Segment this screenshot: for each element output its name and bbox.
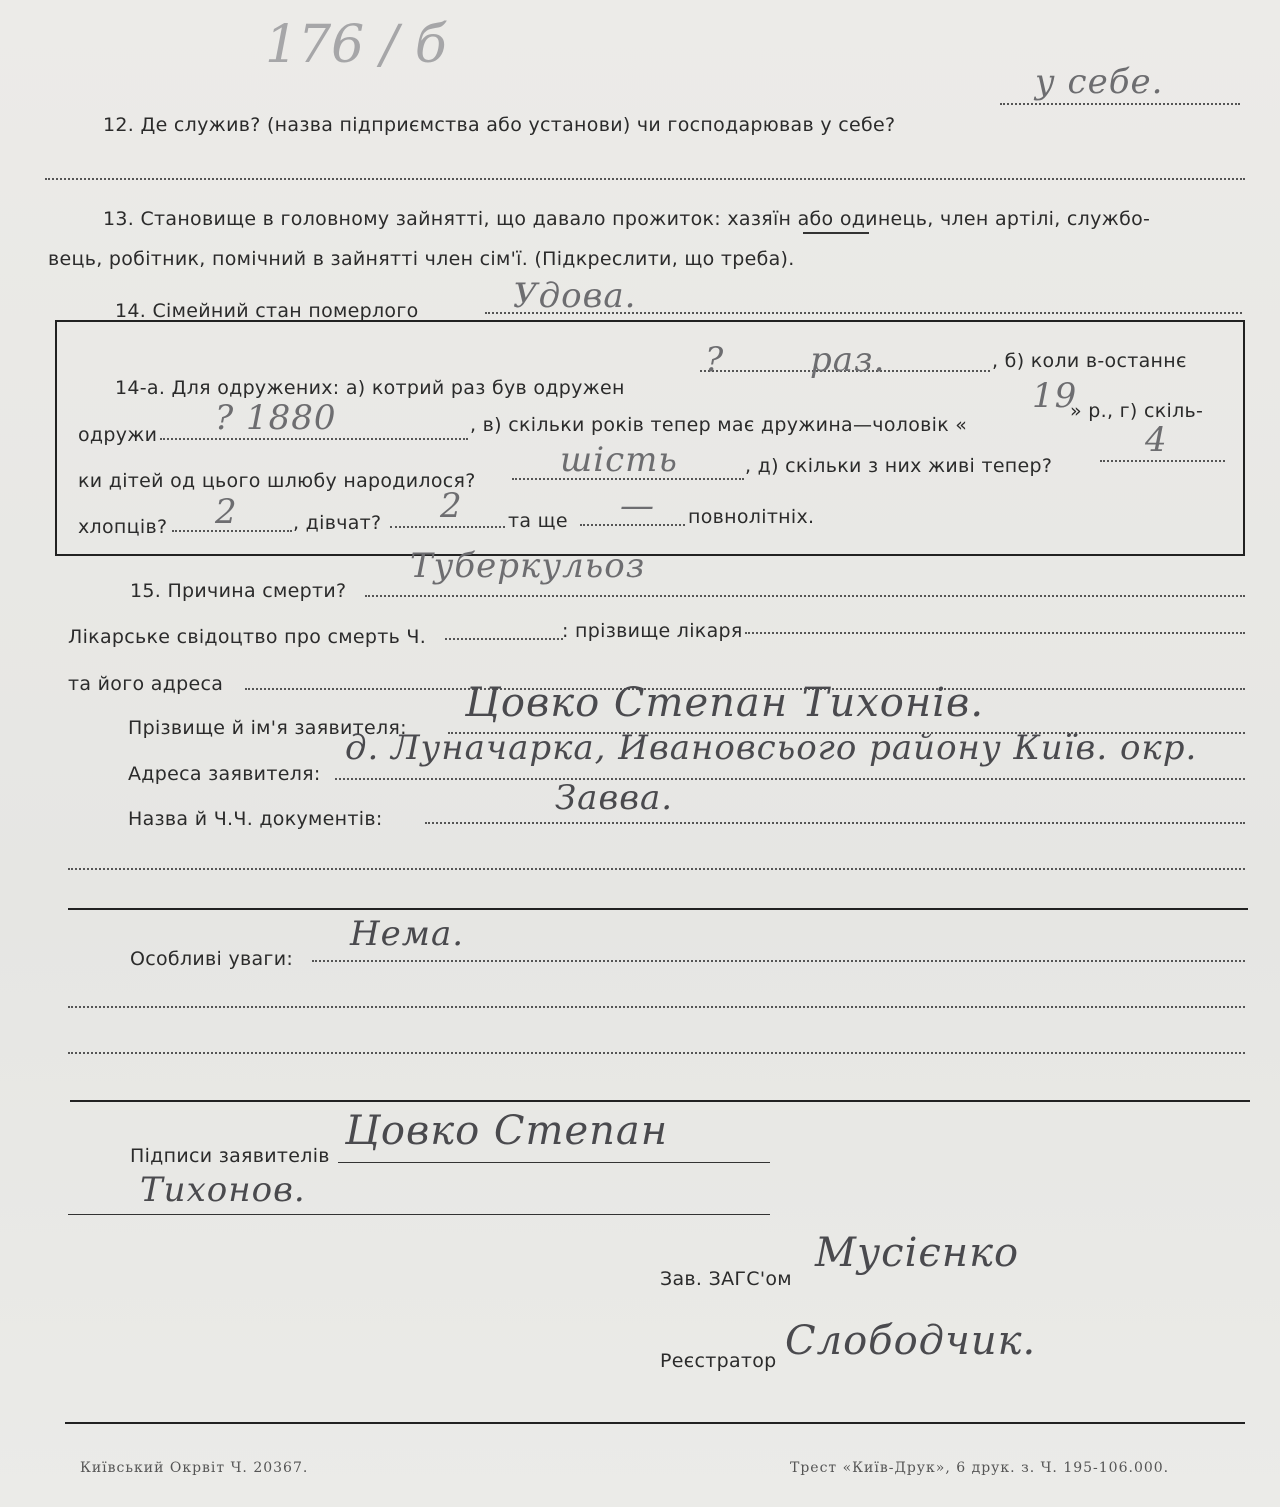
q14a-end-label: повнолітніх. — [688, 506, 815, 528]
section-divider-2 — [70, 1100, 1250, 1102]
signature-line-2 — [68, 1214, 770, 1215]
q15-answer: Туберкульоз — [410, 546, 646, 586]
q14a-line1-answer2: раз. — [810, 340, 886, 380]
head-label: Зав. ЗАГС'ом — [660, 1268, 792, 1290]
q14a-line3-d-answer: 4 — [1145, 420, 1168, 460]
registrar-label: Реєстратор — [660, 1350, 777, 1372]
q14a-line1-label: 14-а. Для одружених: а) котрий раз був одружен — [115, 377, 625, 399]
documents-label: Назва й Ч.Ч. документів: — [128, 808, 383, 830]
q14a-girls-label: , дівчат? — [293, 512, 382, 534]
signature-applicant-1: Цовко Степан — [345, 1108, 669, 1154]
q14-label: 14. Сімейний стан померлого — [115, 300, 419, 322]
q13-underline-master — [803, 232, 869, 234]
applicant-name-answer: Цовко Степан Тихонів. — [465, 680, 985, 726]
q15-dotline — [365, 595, 1245, 597]
q13-label-line1: 13. Становище в головному зайнятті, що давало прожиток: хазяїн або одинець, член артілі, службо- — [103, 208, 1151, 230]
notes-label: Особливі уваги: — [130, 948, 294, 970]
applicant-address-answer: д. Луначарка, Ивановсього району Київ. окр. — [345, 728, 1198, 768]
doctor-cert-label: Лікарське свідоцтво про смерть Ч. — [68, 626, 427, 648]
q13-label-line2: вець, робітник, помічний в зайнятті член сім'ї. (Підкреслити, що треба). — [48, 248, 795, 270]
doctor-address-label: та його адреса — [68, 673, 224, 695]
signature-line-1 — [338, 1162, 770, 1163]
q14a-line3-label: ки дітей од цього шлюбу народилося? — [78, 470, 476, 492]
applicant-name-label: Прізвище й ім'я заявителя: — [128, 717, 407, 739]
registrar-signature: Слободчик. — [785, 1318, 1037, 1364]
applicant-address-label: Адреса заявителя: — [128, 763, 321, 785]
q14a-line3-answer: шість — [560, 440, 678, 480]
doctor-surname-dotline — [745, 632, 1245, 634]
notes-dotline — [312, 960, 1245, 962]
signatures-label: Підписи заявителів — [130, 1145, 330, 1167]
q14a-line2-v: , в) скільки років тепер має дружина—чоловік « — [470, 414, 968, 436]
q14a-girls-answer: 2 — [440, 486, 463, 526]
q14a-more-label: та ще — [508, 510, 568, 532]
q14a-line2-age: 19 — [1032, 376, 1078, 416]
q14a-line2-end: » р., г) скіль- — [1070, 400, 1204, 422]
documents-dotline — [425, 822, 1245, 824]
footer-left: Київський Окрвіт Ч. 20367. — [80, 1460, 309, 1476]
q14a-boys-answer: 2 — [215, 492, 238, 532]
section-divider-1 — [68, 908, 1248, 910]
q12-label: 12. Де служив? (назва підприємства або установи) чи господарював у себе? — [103, 114, 896, 136]
blank-dotline-1 — [68, 868, 1245, 870]
notes-answer: Нема. — [350, 914, 465, 954]
q14a-more-answer: — — [620, 486, 655, 526]
blank-dotline-3 — [68, 1052, 1245, 1054]
applicant-address-answer2: Завва. — [555, 778, 674, 818]
footer-divider — [65, 1422, 1245, 1424]
q14-answer: Удова. — [513, 276, 637, 316]
footer-right: Трест «Київ-Друк», 6 друк. з. Ч. 195-106.000. — [790, 1460, 1170, 1476]
q12-answer: у себе. — [1035, 62, 1164, 102]
q12-dotline-2 — [45, 178, 1245, 180]
q14a-line2-answer: ? 1880 — [215, 398, 337, 438]
signature-applicant-2: Тихонов. — [140, 1170, 306, 1210]
q14a-line1-answer: ? — [705, 340, 725, 380]
q12-dotline — [1000, 103, 1240, 105]
q14a-boys-label: хлопців? — [78, 516, 168, 538]
q14a-line3-d-dotline — [1100, 460, 1225, 462]
q14a-line3-d: , д) скільки з них живі тепер? — [745, 455, 1053, 477]
q15-label: 15. Причина смерти? — [130, 580, 347, 602]
archive-number: 176 / б — [265, 15, 447, 75]
q14a-line1-b: , б) коли в-останнє — [992, 350, 1187, 372]
doctor-cert-dotline — [445, 638, 563, 640]
q14a-line2-label: одружи — [78, 424, 158, 446]
blank-dotline-2 — [68, 1006, 1245, 1008]
applicant-address-dotline — [335, 778, 1245, 780]
head-signature: Мусієнко — [815, 1230, 1020, 1276]
q14a-girls-dotline — [390, 526, 505, 528]
q14a-line2-dotline — [160, 438, 468, 440]
doctor-surname-label: : прізвище лікаря — [562, 620, 743, 642]
